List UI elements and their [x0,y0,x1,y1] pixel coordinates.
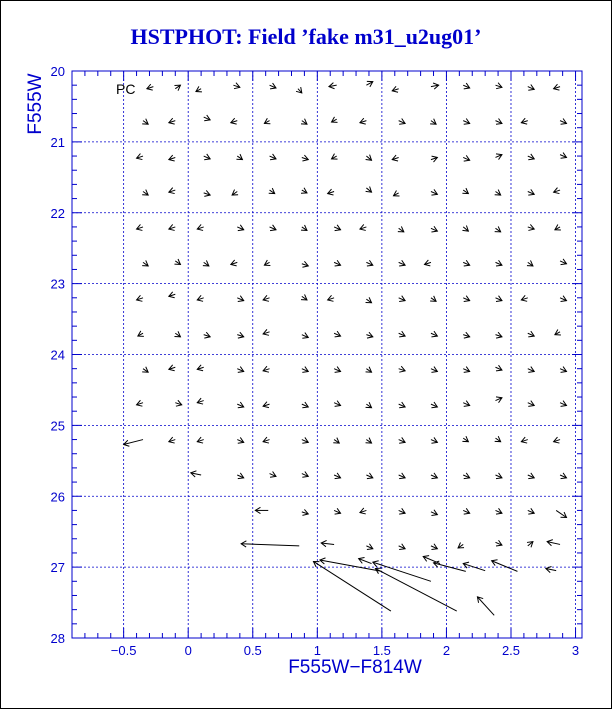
vector-arrow [430,296,436,301]
vector-head [236,154,242,159]
vector-arrow [528,401,534,407]
x-tick-label: 0 [184,643,192,658]
vector-arrow [174,259,180,264]
vector-arrow [366,438,372,443]
vector-arrow [399,119,405,125]
vector-head [495,190,501,195]
vector-arrow [124,440,143,447]
vector-arrow [527,260,533,265]
vector-arrow [204,154,210,160]
x-tick-label: 0.5 [243,643,262,658]
x-tick-label: 2.5 [501,643,521,658]
vector-arrow [495,473,501,479]
y-tick-label: 24 [50,347,65,363]
vector-arrow [360,224,366,230]
vector-arrow [495,397,501,403]
vector-arrow [332,154,338,159]
vector-arrow [560,296,566,302]
vector-head [174,259,180,264]
vector-arrow [463,473,469,479]
vector-arrow [366,297,372,302]
x-tick-label: 2 [442,643,451,658]
vector-arrow [423,556,440,564]
vector-arrow [554,188,560,194]
vector-arrow [521,437,527,443]
vector-arrow [169,437,175,443]
vector-head [527,260,533,265]
vector-arrow [137,154,143,160]
vector-arrow [492,560,518,572]
vector-arrow [393,191,399,196]
vector-arrow [333,438,339,443]
vector-arrow [495,508,501,514]
vector-arrow [231,260,237,266]
vector-arrow [560,259,566,265]
vector-arrow [270,154,276,160]
vector-arrow [241,541,299,547]
vector-arrow [555,225,561,230]
vector-head [366,297,372,302]
vector-arrow [169,224,175,230]
vector-arrow [366,473,372,479]
vector-arrow [398,226,404,231]
vector-arrow [528,473,534,479]
vector-arrow [399,544,405,550]
vector-arrow [495,226,501,231]
vector-head [430,296,436,301]
vector-arrow [462,188,468,193]
vector-arrow [191,471,201,477]
vector-arrow [431,156,437,162]
vector-arrow [334,260,340,266]
vector-arrow [463,562,485,571]
vector-arrow [431,367,437,373]
vector-arrow [556,510,566,517]
vector-arrow [366,81,372,86]
vector-arrow [463,83,469,89]
vector-head [333,438,339,443]
vector-arrow [174,85,180,90]
vector-arrow [237,367,243,373]
vector-arrow [366,367,372,372]
vector-arrow [142,190,148,195]
vector-arrow [147,84,153,90]
vector-arrow [203,260,209,265]
vector-shaft [313,561,390,611]
vector-arrow [495,296,501,302]
vector-arrow [320,558,382,572]
vector-arrow [301,119,307,124]
vector-arrow [463,508,469,514]
vector-arrow [301,188,307,193]
vector-arrow [521,295,527,301]
vector-arrow [495,260,501,266]
vector-arrow [302,437,308,443]
vector-arrow [399,473,405,479]
vector-arrow [360,508,366,514]
vector-arrow [237,402,243,408]
vector-head [232,190,238,195]
x-tick-label: 1.5 [372,643,391,658]
vector-arrow [142,367,148,372]
vector-arrow [270,225,276,231]
vector-arrow [477,597,494,615]
vector-arrow [366,332,372,338]
vector-arrow [521,118,527,124]
vector-head [366,402,372,407]
vector-arrow [463,401,469,407]
vector-head [495,436,501,441]
y-tick-label: 26 [50,489,65,505]
vector-arrow [169,155,175,161]
vector-head [366,438,372,443]
vector-arrow [301,225,307,230]
vector-head [174,331,180,336]
vector-arrow [237,332,243,338]
vector-arrow [458,543,464,548]
vector-head [142,367,148,372]
vector-shaft [477,597,494,615]
vector-arrow [321,540,334,546]
vector-shaft [241,544,299,546]
vector-arrow [334,508,340,514]
vector-arrow [328,295,334,301]
y-tick-label: 22 [50,205,65,221]
vector-arrow [462,436,468,441]
vector-head [366,367,372,372]
vector-arrow [263,366,269,372]
vector-arrow [302,509,308,515]
vector-head [462,188,468,193]
vector-arrow [560,153,566,159]
vector-arrow [296,87,302,93]
vector-arrow [463,332,469,338]
vector-arrow [560,473,566,479]
vector-arrow [301,294,307,299]
vector-arrow [332,117,338,122]
vector-arrow [237,437,243,443]
vector-arrow [264,118,270,123]
vector-arrow [463,367,469,373]
vector-arrow [360,118,366,124]
vector-arrow [555,329,561,334]
vector-arrow [554,84,560,90]
x-axis-label: F555W−F814W [288,657,422,678]
vector-arrow [169,365,175,371]
vector-head [398,226,404,231]
chart-title: HSTPHOT: Field ’fake m31_u2ug01’ [130,24,482,49]
vector-arrow [431,331,437,337]
vector-arrow [463,119,469,125]
y-tick-label: 23 [50,276,65,292]
vector-arrow [237,473,243,479]
vector-arrow [169,118,175,124]
vector-arrow [431,437,437,443]
vector-head [142,190,148,195]
vector-arrow [528,224,534,230]
vector-arrow [431,510,437,516]
vector-field [124,81,567,615]
vector-arrow [463,260,469,266]
vector-arrow [302,261,308,267]
vector-head [561,512,567,517]
vector-arrow [560,119,566,125]
vector-arrow [554,437,560,443]
vector-arrow [495,332,501,338]
vector-arrow [392,86,398,92]
vector-arrow [392,155,398,161]
vector-shaft [375,569,456,612]
vector-arrow [366,187,372,193]
vector-arrow [196,86,202,91]
vector-arrow [366,260,372,266]
vector-arrow [399,331,405,337]
vector-arrow [399,437,405,443]
vector-arrow [431,473,437,479]
vector-arrow [302,367,308,373]
vector-arrow [463,296,469,302]
grid-lines [72,71,582,638]
vector-head [301,119,307,124]
vector-arrow [137,295,143,301]
vector-arrow [495,83,501,89]
y-tick-label: 20 [50,64,65,79]
vector-arrow [263,437,269,443]
x-tick-label: 3 [571,643,580,658]
vector-arrow [237,296,243,302]
vector-arrow [399,260,405,266]
vector-arrow [399,366,405,372]
vector-arrow [302,402,308,408]
vector-arrow [270,471,276,477]
vector-arrow [495,365,501,371]
vector-arrow [495,436,501,441]
vector-head [142,119,148,124]
vector-arrow [237,225,243,231]
vector-arrow [263,329,269,335]
vector-arrow [431,83,439,89]
vector-arrow [175,400,181,406]
vector-arrow [236,154,242,159]
vector-arrow [302,471,308,477]
vector-arrow [424,260,430,266]
vector-head [269,188,275,193]
y-tick-label: 25 [50,418,65,434]
vector-arrow [366,402,372,407]
vector-head [495,226,501,231]
x-tick-label: 1 [313,643,321,658]
vector-head [458,543,464,548]
vector-arrow [462,226,468,232]
vector-arrow [431,544,437,550]
y-tick-label: 21 [50,134,65,150]
vector-head [142,260,148,265]
vector-arrow [334,473,340,479]
vector-arrow [431,189,437,195]
vector-arrow [197,437,203,443]
vector-head [301,294,307,299]
vector-head [462,436,468,441]
vector-arrow [204,332,210,338]
vector-arrow [197,224,203,230]
vector-arrow [169,292,175,298]
vector-arrow [169,188,175,194]
vector-arrow [142,260,148,265]
vector-arrow [430,119,436,124]
vector-arrow [233,83,239,89]
vector-arrow [142,119,148,124]
vector-arrow [302,333,308,339]
vector-shaft [492,561,518,572]
vector-arrow [399,508,405,514]
vector-arrow [399,402,405,408]
vector-arrow [366,155,372,161]
vector-arrow [528,508,534,514]
vector-arrow [528,84,534,90]
vector-arrow [269,188,275,193]
y-tick-label: 28 [50,631,65,646]
vector-arrow [328,189,334,195]
vector-arrow [232,190,238,195]
vector-arrow [375,568,456,611]
vector-arrow [255,507,268,513]
vector-arrow [495,119,501,125]
vector-arrow [138,331,144,336]
vector-arrow [231,118,237,124]
vector-arrow [546,567,556,573]
vector-arrow [463,155,469,161]
vector-arrow [302,155,308,161]
y-axis-label: F555W [25,73,46,135]
vector-arrow [560,401,566,407]
vector-arrow [359,558,372,564]
x-tick-label: −0.5 [110,643,137,658]
vector-head [174,85,180,90]
vector-arrow [528,189,534,195]
vector-arrow [528,331,534,337]
vector-arrow [527,542,533,548]
vector-arrow [204,115,210,121]
vector-arrow [313,561,390,611]
vector-arrow [263,402,269,408]
vector-arrow [547,540,560,546]
vector-arrow [264,260,270,265]
vector-arrow [528,367,534,373]
vector-arrow [174,331,180,336]
vector-arrow [334,225,340,231]
vector-arrow [263,295,269,301]
vector-arrow [528,154,534,160]
vector-arrow [197,398,203,404]
vector-arrow [137,224,143,230]
vector-arrow [197,295,203,301]
vector-arrow [431,402,437,408]
vector-arrow [329,83,337,89]
vector-arrow [495,540,501,546]
vector-arrow [204,190,210,196]
vector-arrow [197,365,203,371]
vector-arrow [270,83,276,89]
vector-head [203,260,209,265]
vector-arrow [431,226,437,232]
tick-labels [51,64,580,658]
vector-arrow [334,367,340,373]
vector-head [430,119,436,124]
vector-arrow [137,400,143,406]
vector-arrow [399,296,405,302]
y-tick-label: 27 [50,560,65,576]
pc-annotation: PC [116,81,136,97]
vector-arrow [560,367,566,373]
vector-arrow [334,331,340,337]
vector-arrow [334,401,340,407]
vector-head [301,225,307,230]
vector-arrow [495,190,501,195]
vector-arrow [366,544,372,550]
vector-arrow [495,154,501,160]
